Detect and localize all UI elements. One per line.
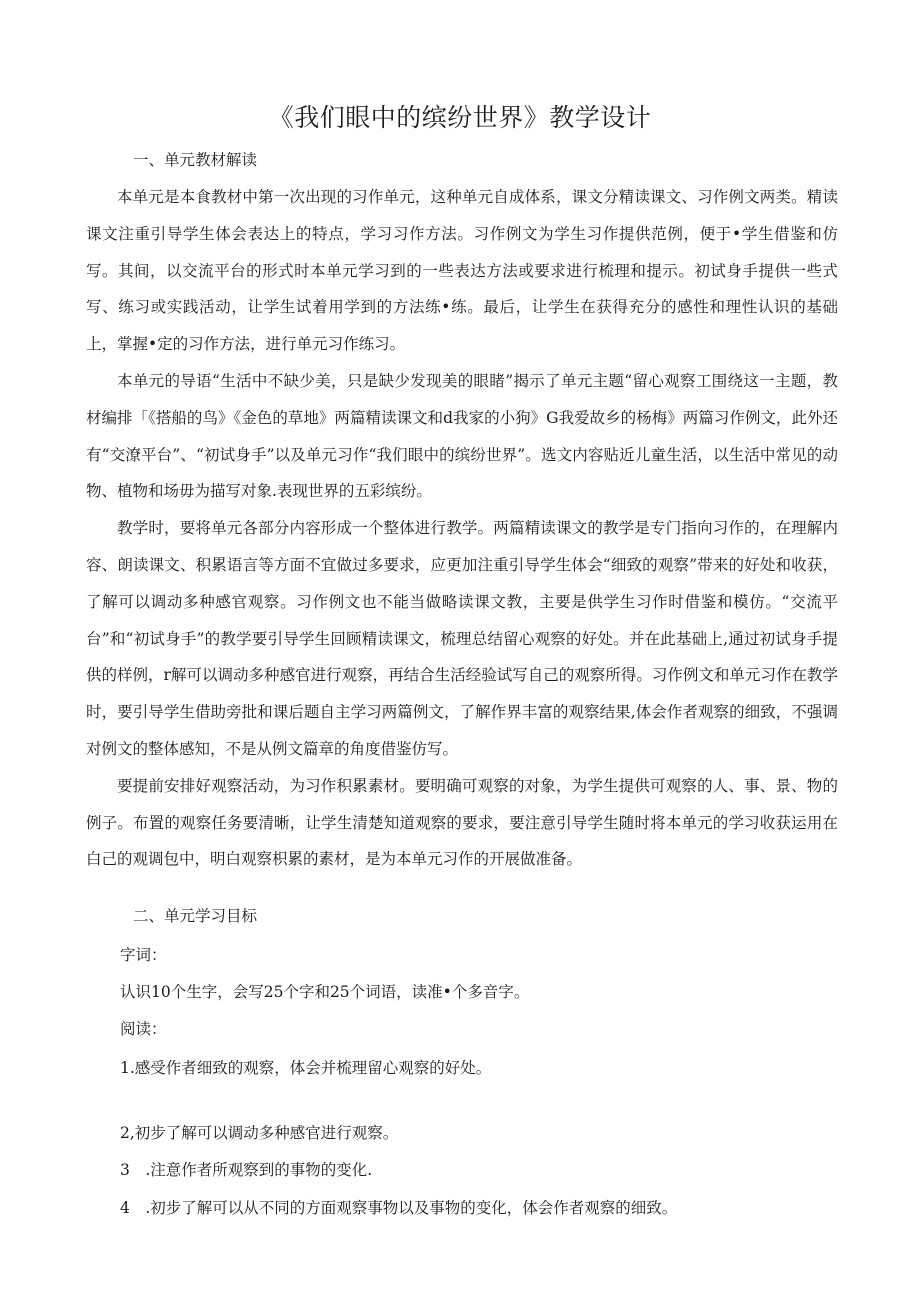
body-paragraphs	[86, 179, 838, 878]
goal-item: 2,初步了解可以调动多种感官进行观察。	[120, 1124, 399, 1142]
paragraph-4: 要提前安排好观察活动，为习作积累素材。要明确可观察的对象，为学生提供可观察的人、事、景、物的例子。布置的观察任务要清晰，让学生清楚知道观察的要求，要注意引导学生随时将本单元的学习收获运用在白己的观调包中，明白观察枳累的素材，是为本单元习作的开展做准备。	[86, 776, 838, 869]
vocab-label: 字词：	[120, 946, 167, 964]
document-title: 《我们眼中的缤纷世界》教学设计	[268, 103, 652, 132]
goal-item: 4 .初步了解可以从不同的方面观察事物以及事物的变化，体会作者观察的细致。	[120, 1199, 678, 1217]
paragraph-3: 教学时，要将单元各部分内容形成一个整体进行教学。两篇精读课文的教学是专门指向习作的，在理解内容、朗读课文、积累语言等方面不宜做过多要求，应更加注重引导学生体会“细致的观察”带来的好处和收获，了解可以调动多种感官观察。习作例文也不能当做略读课文教，主要是供学生习作时借鉴和模仿。“交流平台”和“初试身手”的教学要引导学生回顾精读课文，梳理总结留心观察的好处。并在此基础上,通过初试身手提供的样例，r解可以调动多种感官进行观察，再结合生活经验试写自己的观察所得。习作例文和单元习作在教学时，要引导学生借助旁批和课后题自主学习两篇例文，了解作界丰富的观察结果,体会作者观察的细致，不强调对例文的整体感知，不是从例文篇章的角度借鉴仿写。	[86, 519, 838, 758]
vocab-text: 认识10个生字，会写25个字和25个词语，读准•个多音字。	[120, 983, 530, 1001]
section-heading-1: 一、单元教材解读	[133, 151, 258, 169]
section-heading-2: 二、单元学习目标	[133, 907, 258, 925]
goal-item: 3 .注意作者所观察到的事物的变化.	[120, 1161, 373, 1179]
reading-label: 阅读：	[120, 1020, 167, 1038]
goal-item: 1.感受作者细致的观察，体会并梳理留心观察的好处。	[120, 1059, 492, 1077]
paragraph-1: 本单元是本食教材中第一次出现的习作单元，这种单元自成体系，课文分精读课文、习作例文两类。精读课文注重引导学生体会表达上的特点，学习习作方法。习作例文为学生习作提供范例，便于•学生借鉴和仿写。其间，以交流平台的形式时本单元学习到的一些表达方法或要求进行梳理和提示。初试身手提供一些式写、练习或实践活动，让学生试着用学到的方法练•练。最后，让学生在获得充分的感性和理性认识的基础上，掌握•定的习作方法，进行单元习作练习。	[86, 188, 838, 354]
paragraph-2: 本单元的导语“生活中不缺少美，只是缺少发现美的眼睹”揭示了单元主题“留心观察工围绕这一主题，教材编排「《搭船的鸟》《金色的草地》两篇精读课文和d我家的小狗》G我爱故乡的杨梅》两篇习作例文，此外还有“交潦平台”、“初试身手”以及单元习作“我们眼中的缤纷世界”。选文内容贴近儿童生活，以生活中常见的动物、植物和场毋为描写对象.表现世界的五彩缤纷。	[86, 371, 838, 501]
